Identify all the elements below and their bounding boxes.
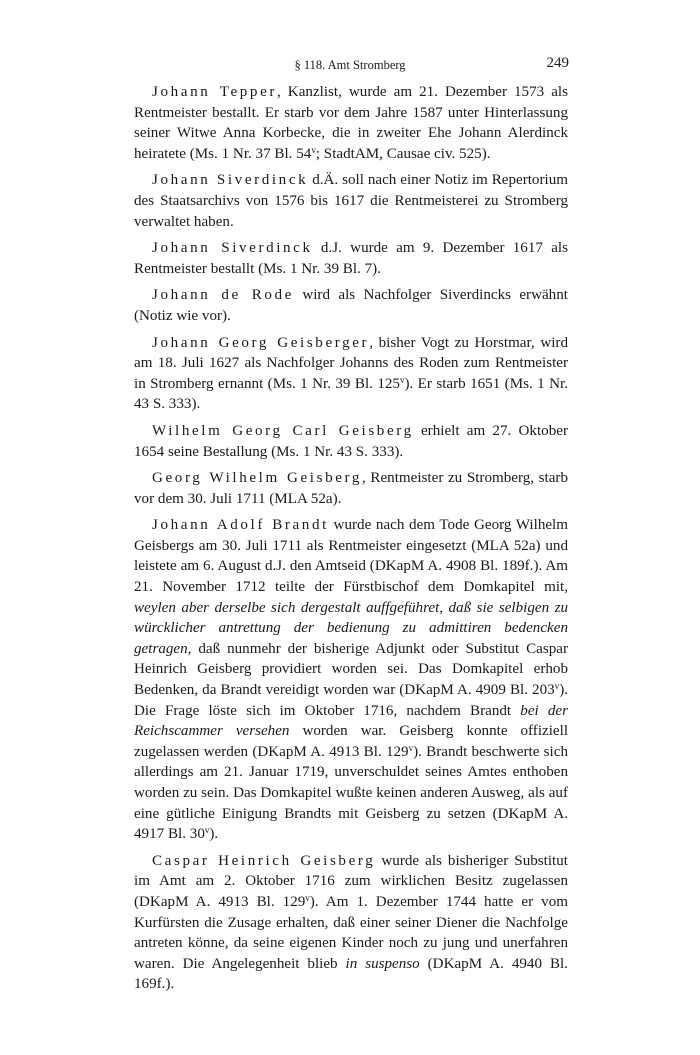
quoted-source: in suspenso <box>345 955 420 972</box>
entry-name: Caspar Heinrich Geisberg <box>152 852 376 869</box>
folio-verso-mark: v <box>554 681 560 692</box>
page-header <box>0 55 700 75</box>
paragraph <box>134 515 568 845</box>
text-run: ; StadtAM, Causae civ. 525). <box>315 145 491 162</box>
quoted-source: bei der Reichscammer versehen <box>134 702 568 740</box>
text-run: ). Am 1. Dezember 1744 hatte er vom Kurfürsten die Zusage erhalten, daß einer seiner Diener die Nachfolge antreten könne, da seine eigenen Kinder noch zu jung und unerfahren waren. Die Angelegenheit blieb <box>134 893 568 972</box>
quoted-source: weylen aber derselbe sich dergestalt auffgeführet, daß sie selbigen zu würcklicher antrettung der bedienung zu admittiren bedencken getragen <box>134 599 568 657</box>
text-run: wurde nach dem Tode Georg Wilhelm Geisbergs am 30. Juli 1711 als Rentmeister eingesetzt (MLA 52a) und leistete am 6. August d.J. den Amtseid (DKapM A. 4908 Bl. 189f.). Am 21. November 1712 teilte der Fürstbischof dem Domkapitel mit, <box>134 517 568 596</box>
paragraph <box>134 851 568 995</box>
text-run: ). Brandt beschwerte sich allerdings am 21. Januar 1719, unverschuldet seines Amtes enthoben worden zu sein. Das Domkapitel wußte keinen anderen Ausweg, als auf eine gütliche Einigung Brandts mit Geisberg zu setzen (DKapM A. 4917 Bl. 30 <box>134 743 568 843</box>
folio-verso-mark: v <box>408 742 414 753</box>
text-run: erhielt am 27. Oktober 1654 seine Bestallung (Ms. 1 Nr. 43 S. 333). <box>134 422 568 460</box>
entry-name: Johann Tepper <box>152 84 277 100</box>
entry-name: Georg Wilhelm Geisberg <box>152 470 363 487</box>
paragraph <box>134 82 568 164</box>
entry-name: Wilhelm Georg Carl Geisberg <box>152 422 414 439</box>
text-run: d.Ä. soll nach einer Notiz im Repertorium des Staatsarchivs von 1576 bis 1617 die Rentmeisterei zu Stromberg verwaltet haben. <box>134 172 568 230</box>
entry-name: Johann de Rode <box>152 287 294 304</box>
text-run: wurde als bisheriger Substitut im Amt am 2. Oktober 1716 zum wirklichen Besitz zugelassen (DKapM A. 4913 Bl. 129 <box>134 852 568 910</box>
body-text <box>134 82 568 1001</box>
text-run: worden war. Geisberg konnte offiziell zugelassen werden (DKapM A. 4913 Bl. 129 <box>134 723 569 760</box>
text-run: (DKapM A. 4940 Bl. 169f.). <box>134 955 568 993</box>
folio-verso-mark: v <box>311 144 316 155</box>
paragraph <box>134 333 568 415</box>
paragraph <box>134 421 568 462</box>
page-number: 249 <box>546 55 569 71</box>
entry-name: Johann Siverdinck <box>152 172 309 189</box>
running-title: § 118. Amt Stromberg <box>294 58 406 72</box>
entry-name: Johann Georg Geisberger <box>152 334 370 351</box>
text-run: wird als Nachfolger Siverdincks erwähnt (Notiz wie vor). <box>134 287 568 324</box>
text-run: ). <box>209 826 219 843</box>
text-run: , Kanzlist, wurde am 21. Dezember 1573 als Rentmeister bestallt. Er starb vor dem Jahre 1587 unter Hinterlassung seiner Witwe Anna Korbecke, die in zweiter Ehe Johann Alerdinck heiratete (Ms. 1 Nr. 37 Bl. 54 <box>134 84 568 162</box>
text-run: ). Er starb 1651 (Ms. 1 Nr. 43 S. 333). <box>134 375 568 413</box>
folio-verso-mark: v <box>305 892 310 903</box>
paragraph <box>134 170 568 232</box>
paragraph <box>134 468 568 509</box>
paragraph <box>134 238 568 279</box>
text-run: , Rentmeister zu Stromberg, starb vor dem 30. Juli 1711 (MLA 52a). <box>134 470 569 507</box>
text-run: d.J. wurde am 9. Dezember 1617 als Rentmeister bestallt (Ms. 1 Nr. 39 Bl. 7). <box>134 240 568 277</box>
entry-name: Johann Siverdinck <box>152 240 313 257</box>
paragraph <box>134 285 568 326</box>
entry-name: Johann Adolf Brandt <box>152 517 329 534</box>
folio-verso-mark: v <box>399 374 405 385</box>
text-run: , bisher Vogt zu Horstmar, wird am 18. Juli 1627 als Nachfolger Johanns des Roden zum Rentmeister in Stromberg ernannt (Ms. 1 Nr. 39 Bl. 125 <box>134 334 568 392</box>
text-run: , daß nunmehr der bisherige Adjunkt oder Substitut Caspar Heinrich Geisberg providiert worden sei. Das Domkapitel erhob Bedenken, da Brandt vereidigt worden war (DKapM A. 4909 Bl. 203 <box>134 640 568 699</box>
folio-verso-mark: v <box>204 825 210 836</box>
text-run: ). Die Frage löste sich im Oktober 1716, nachdem Brandt <box>134 682 568 719</box>
